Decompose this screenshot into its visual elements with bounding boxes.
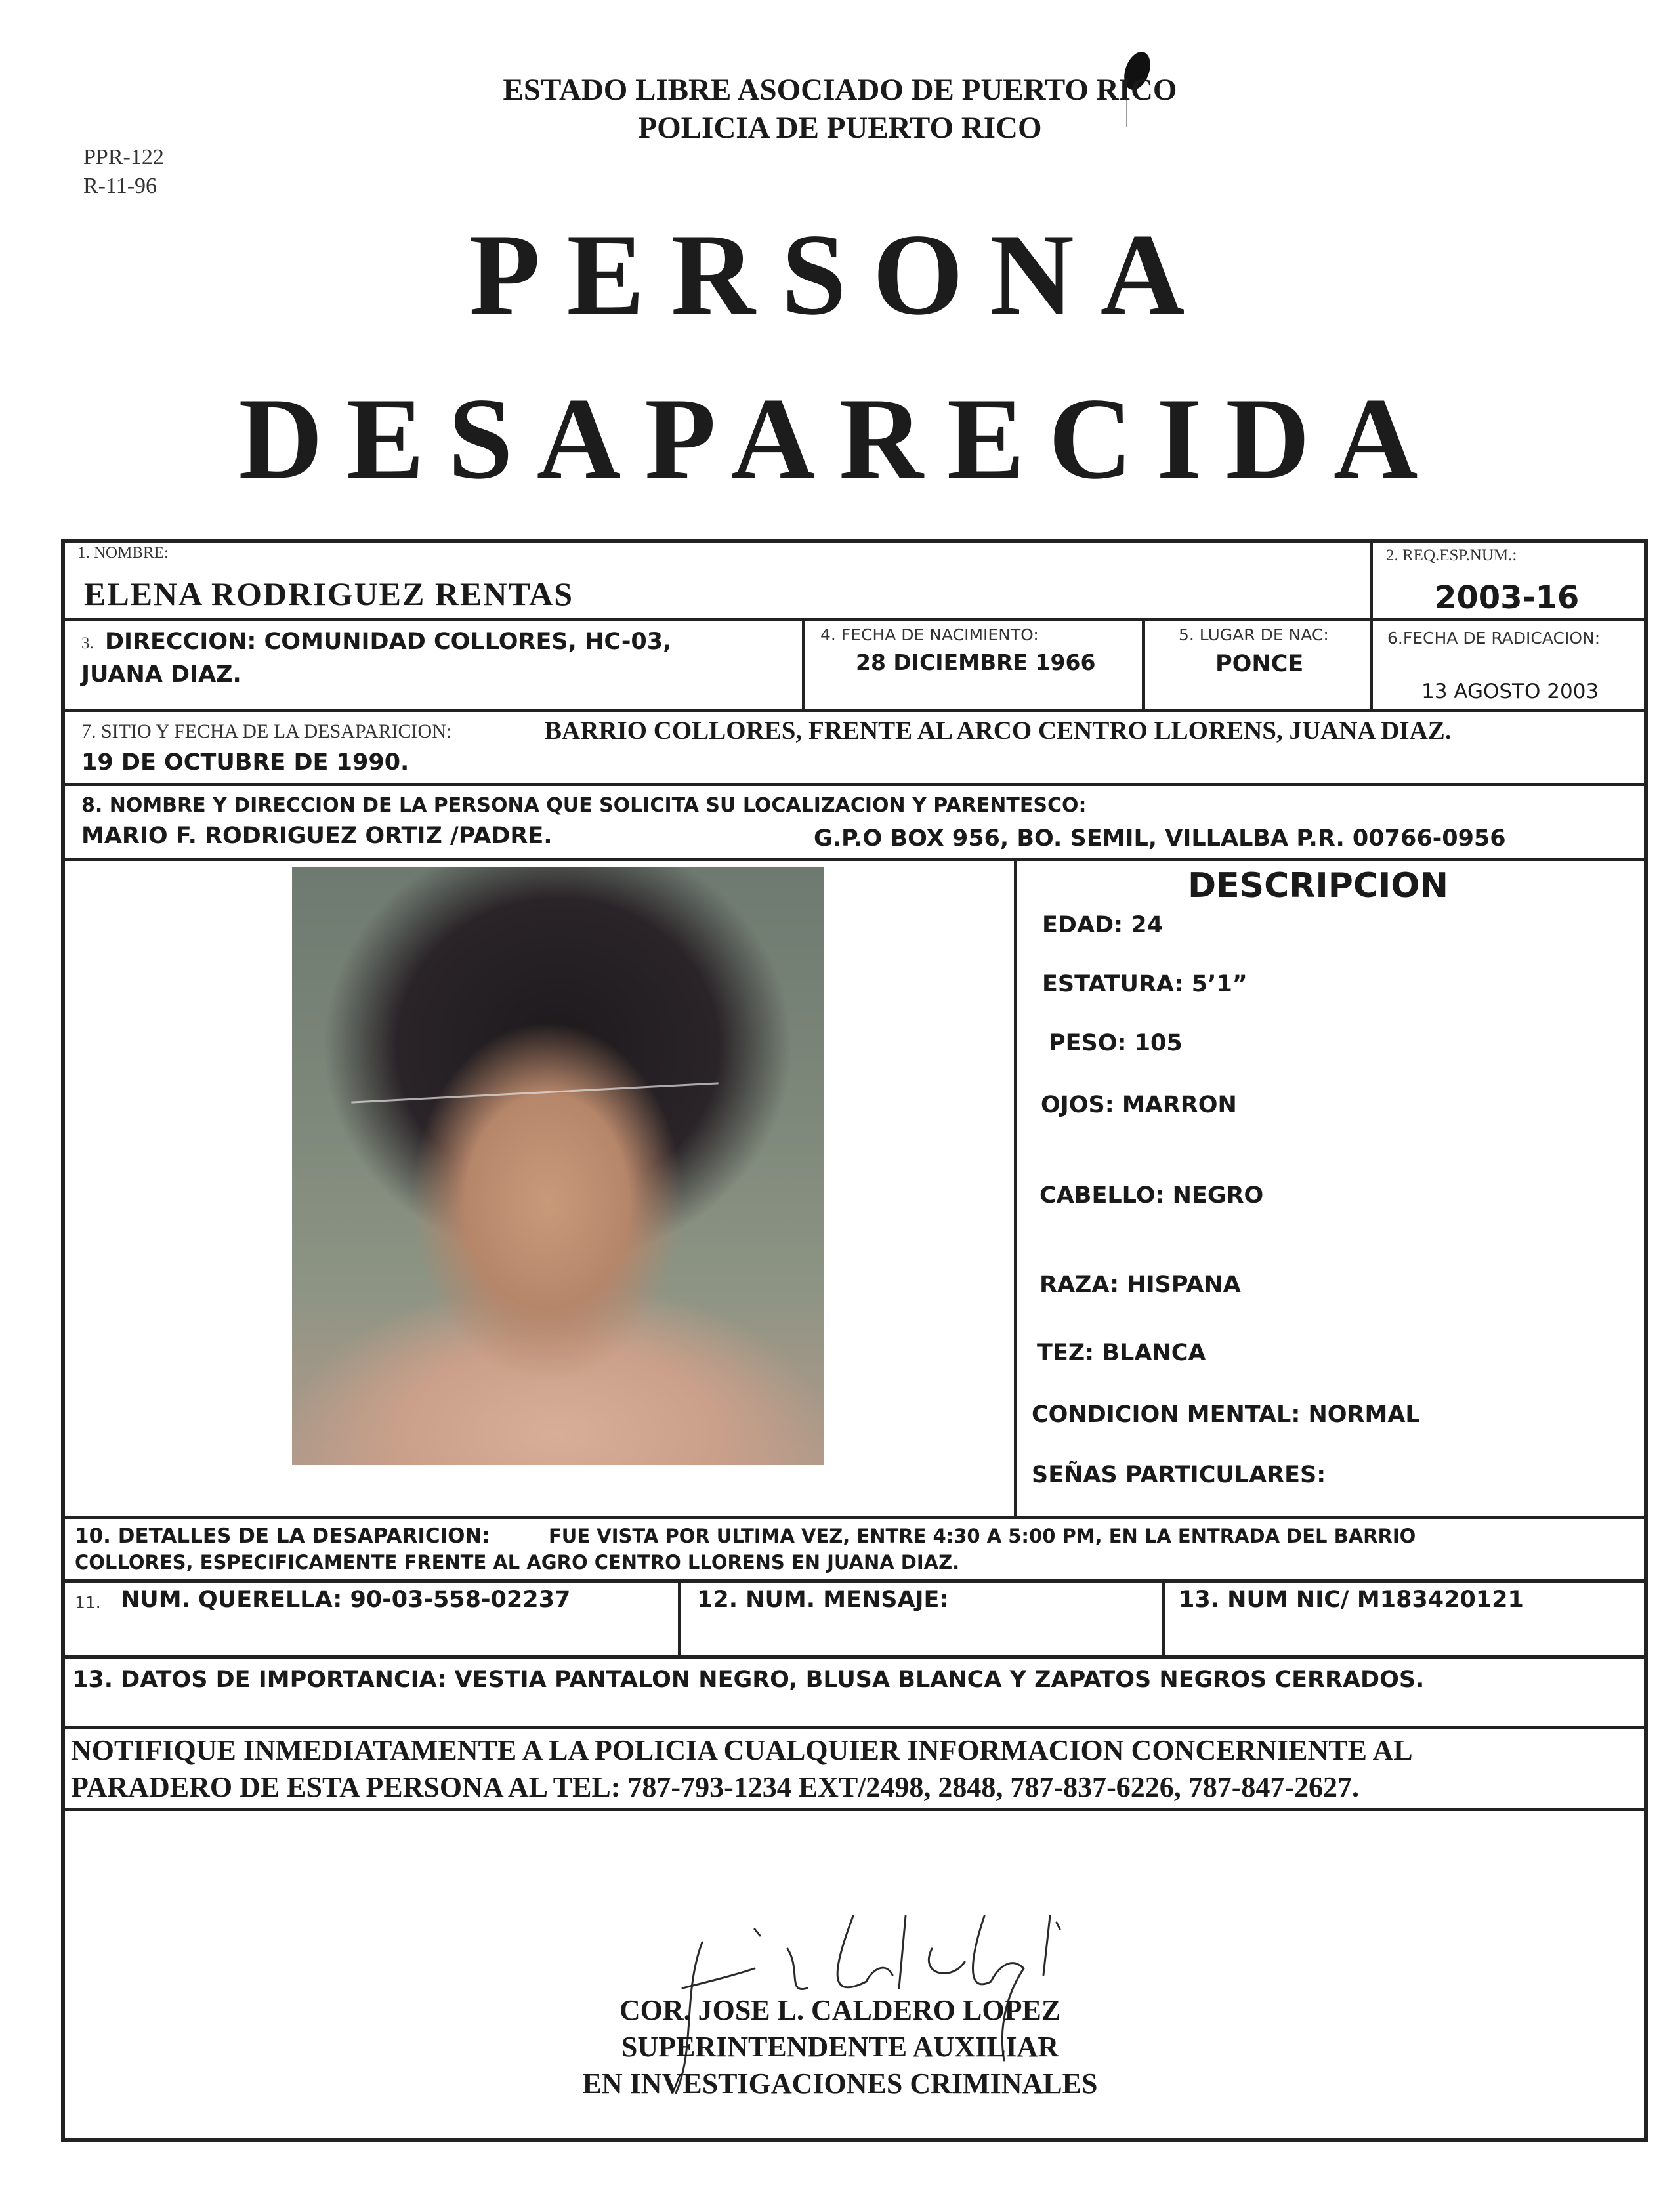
datos-importancia: 13. DATOS DE IMPORTANCIA: VESTIA PANTALON NEGRO, BLUSA BLANCA Y ZAPATOS NEGROS CERRADOS. bbox=[72, 1667, 1425, 1693]
edad-field: EDAD: 24 bbox=[1042, 912, 1163, 938]
rule-row-9 bbox=[61, 1808, 1648, 1811]
rule-row-3 bbox=[61, 783, 1648, 786]
rule-col-nic bbox=[1162, 1579, 1165, 1655]
agency-line-1: ESTADO LIBRE ASOCIADO DE PUERTO RICO bbox=[503, 73, 1177, 107]
sitio-fecha-label: 7. SITIO Y FECHA DE LA DESAPARICION: bbox=[81, 720, 452, 742]
senas-particulares-field: SEÑAS PARTICULARES: bbox=[1032, 1462, 1326, 1488]
mensaje-field: 12. NUM. MENSAJE: bbox=[697, 1587, 949, 1613]
direccion-value-line-2: JUANA DIAZ. bbox=[81, 661, 242, 688]
nombre-label: 1. NOMBRE: bbox=[77, 544, 169, 562]
agency-header bbox=[0, 71, 1680, 147]
req-esp-num-label: 2. REQ.ESP.NUM.: bbox=[1386, 547, 1517, 564]
condicion-mental-field: CONDICION MENTAL: NORMAL bbox=[1032, 1402, 1420, 1428]
rule-row-5 bbox=[61, 1516, 1648, 1519]
signer-title: SUPERINTENDENTE AUXILIAR bbox=[621, 2031, 1059, 2063]
req-esp-num-value: 2003-16 bbox=[1435, 579, 1580, 616]
detalles-line-1: FUE VISTA POR ULTIMA VEZ, ENTRE 4:30 A 5:00 PM, EN LA ENTRADA DEL BARRIO bbox=[549, 1525, 1416, 1547]
solicitante-address: G.P.O BOX 956, BO. SEMIL, VILLALBA P.R. 00766-0956 bbox=[814, 825, 1506, 852]
title-desaparecida: DESAPARECIDA bbox=[238, 373, 1442, 503]
descripcion-title: DESCRIPCION bbox=[1188, 866, 1449, 905]
signer-block bbox=[0, 1992, 1680, 2102]
sitio-fecha-value-line-1: BARRIO COLLORES, FRENTE AL ARCO CENTRO LLORENS, JUANA DIAZ. bbox=[545, 717, 1452, 745]
rule-row-1 bbox=[61, 618, 1648, 621]
notice-line-1: NOTIFIQUE INMEDIATAMENTE A LA POLICIA CUALQUIER INFORMACION CONCERNIENTE AL bbox=[71, 1734, 1413, 1766]
rule-col-nacimiento bbox=[802, 618, 805, 709]
fecha-nacimiento-label: 4. FECHA DE NACIMIENTO: bbox=[820, 625, 1039, 644]
form-code bbox=[83, 143, 164, 201]
form-code-2: R-11-96 bbox=[83, 174, 158, 198]
cabello-field: CABELLO: NEGRO bbox=[1040, 1182, 1264, 1209]
fecha-nacimiento-value: 28 DICIEMBRE 1966 bbox=[856, 650, 1096, 675]
raza-field: RAZA: HISPANA bbox=[1040, 1272, 1241, 1298]
rule-col-req bbox=[1370, 539, 1373, 709]
rule-row-4 bbox=[61, 858, 1648, 861]
photo-crease bbox=[351, 1082, 718, 1103]
tez-field: TEZ: BLANCA bbox=[1037, 1340, 1206, 1366]
notice-line-2: PARADERO DE ESTA PERSONA AL TEL: 787-793-1234 EXT/2498, 2848, 787-837-6226, 787-847-2627. bbox=[71, 1771, 1360, 1803]
direccion-label: 3. bbox=[81, 634, 94, 652]
title-persona: PERSONA bbox=[469, 209, 1211, 339]
querella-value: NUM. QUERELLA: 90-03-558-02237 bbox=[121, 1587, 571, 1613]
fecha-radicacion-label: 6.FECHA DE RADICACION: bbox=[1387, 629, 1601, 648]
querella-label: 11. bbox=[75, 1593, 101, 1612]
solicitante-label: 8. NOMBRE Y DIRECCION DE LA PERSONA QUE SOLICITA SU LOCALIZACION Y PARENTESCO: bbox=[81, 794, 1087, 817]
ojos-field: OJOS: MARRON bbox=[1041, 1092, 1237, 1118]
lugar-nac-value: PONCE bbox=[1215, 651, 1304, 677]
direccion-value-line-1: DIRECCION: COMUNIDAD COLLORES, HC-03, bbox=[105, 629, 672, 655]
rule-row-7 bbox=[61, 1655, 1648, 1659]
estatura-field: ESTATURA: 5’1” bbox=[1042, 971, 1248, 997]
rule-col-lugar bbox=[1142, 618, 1145, 709]
detalles-line-2: COLLORES, ESPECIFICAMENTE FRENTE AL AGRO CENTRO LLORENS EN JUANA DIAZ. bbox=[75, 1551, 960, 1573]
solicitante-name: MARIO F. RODRIGUEZ ORTIZ /PADRE. bbox=[81, 823, 553, 849]
rule-col-mensaje bbox=[678, 1579, 681, 1655]
detalles-label: 10. DETALLES DE LA DESAPARICION: bbox=[75, 1524, 490, 1548]
lugar-nac-label: 5. LUGAR DE NAC: bbox=[1179, 625, 1329, 644]
rule-col-descripcion bbox=[1014, 858, 1017, 1516]
peso-field: PESO: 105 bbox=[1049, 1030, 1183, 1056]
fecha-radicacion-value: 13 AGOSTO 2003 bbox=[1421, 680, 1599, 703]
rule-row-8 bbox=[61, 1726, 1648, 1729]
notify-police-notice bbox=[71, 1732, 1633, 1806]
signer-division: EN INVESTIGACIONES CRIMINALES bbox=[582, 2068, 1098, 2100]
nic-field: 13. NUM NIC/ M183420121 bbox=[1179, 1587, 1524, 1613]
missing-person-photo bbox=[292, 867, 824, 1465]
form-code-1: PPR-122 bbox=[83, 145, 164, 169]
rule-row-6 bbox=[61, 1579, 1648, 1583]
agency-line-2: POLICIA DE PUERTO RICO bbox=[638, 111, 1042, 145]
sitio-fecha-value-line-2: 19 DE OCTUBRE DE 1990. bbox=[81, 749, 410, 776]
rule-row-2 bbox=[61, 709, 1648, 712]
nombre-value: ELENA RODRIGUEZ RENTAS bbox=[84, 575, 574, 612]
signer-name: COR. JOSE L. CALDERO LOPEZ bbox=[619, 1994, 1061, 2026]
